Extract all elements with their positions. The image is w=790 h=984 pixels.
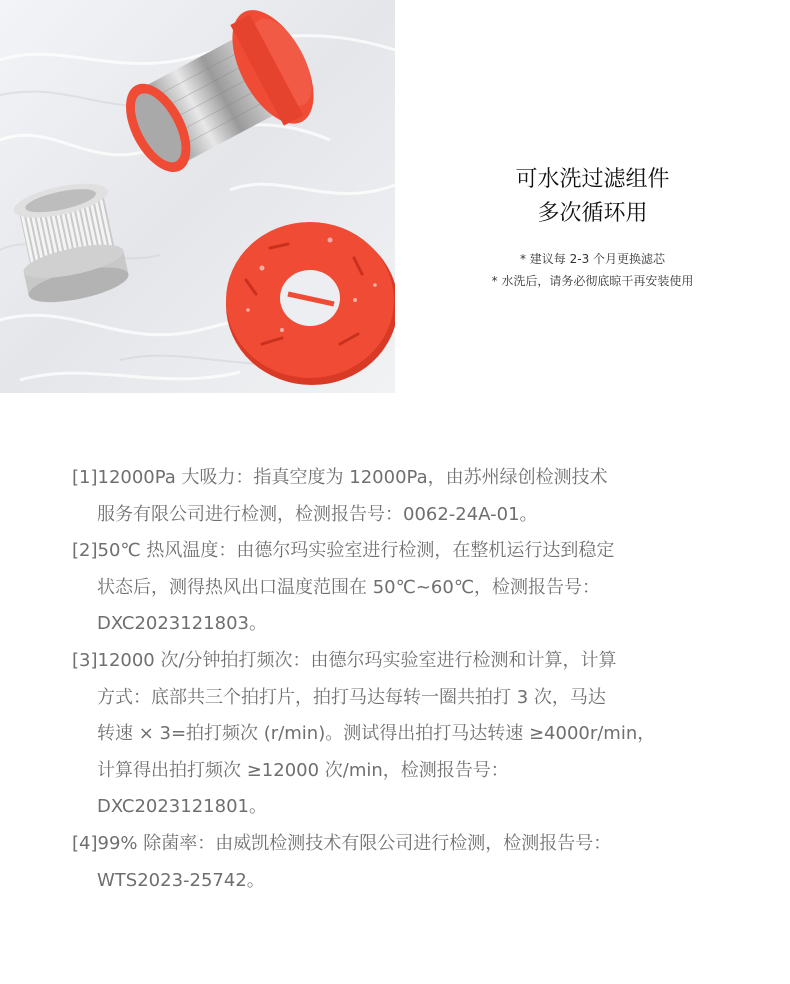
footnote-item	[72, 460, 772, 533]
footnote-list	[72, 460, 772, 899]
footnote-item	[72, 643, 772, 826]
feature-notes	[395, 248, 790, 292]
feature-title-line: 多次循环用	[537, 201, 648, 226]
feature-title	[395, 163, 790, 231]
red-filter-cover	[226, 222, 395, 385]
feature-title-line: 可水洗过滤组件	[515, 167, 670, 192]
footnote-line: [1]12000Pa 大吸力：指真空度为 12000Pa，由苏州绿创检测技术	[72, 467, 608, 488]
footnote-line: [3]12000 次/分钟拍打频次：由德尔玛实验室进行检测和计算，计算	[72, 649, 617, 671]
washable-filter-illustration	[0, 0, 395, 393]
feature-note: * 水洗后，请务必彻底晾干再安装使用	[491, 274, 694, 288]
product-photo	[0, 0, 395, 393]
footnote-line: 状态后，测得热风出口温度范围在 50℃~60℃，检测报告号：	[97, 576, 601, 598]
footnote-item	[72, 826, 772, 899]
footnote-line: [4]99% 除菌率：由威凯检测技术有限公司进行检测，检测报告号：	[72, 832, 612, 854]
footnote-line: 服务有限公司进行检测，检测报告号：0062-24A-01。	[97, 503, 538, 525]
footnote-line: DXC2023121801。	[97, 796, 267, 818]
footnote-line: [2]50℃ 热风温度：由德尔玛实验室进行检测，在整机运行达到稳定	[72, 540, 615, 562]
footnote-line: 计算得出拍打频次 ≥12000 次/min，检测报告号：	[97, 759, 509, 781]
footnote-line: DXC2023121803。	[97, 613, 267, 635]
feature-heading-block	[395, 0, 790, 393]
feature-note: * 建议每 2-3 个月更换滤芯	[519, 252, 666, 266]
footnote-line: 转速 × 3=拍打频次 (r/min)。测试得出拍打马达转速 ≥4000r/min，	[97, 723, 656, 745]
footnote-line: WTS2023-25742。	[97, 869, 265, 891]
footnote-line: 方式：底部共三个拍打片，拍打马达每转一圈共拍打 3 次，马达	[97, 686, 606, 708]
footnote-item	[72, 533, 772, 643]
